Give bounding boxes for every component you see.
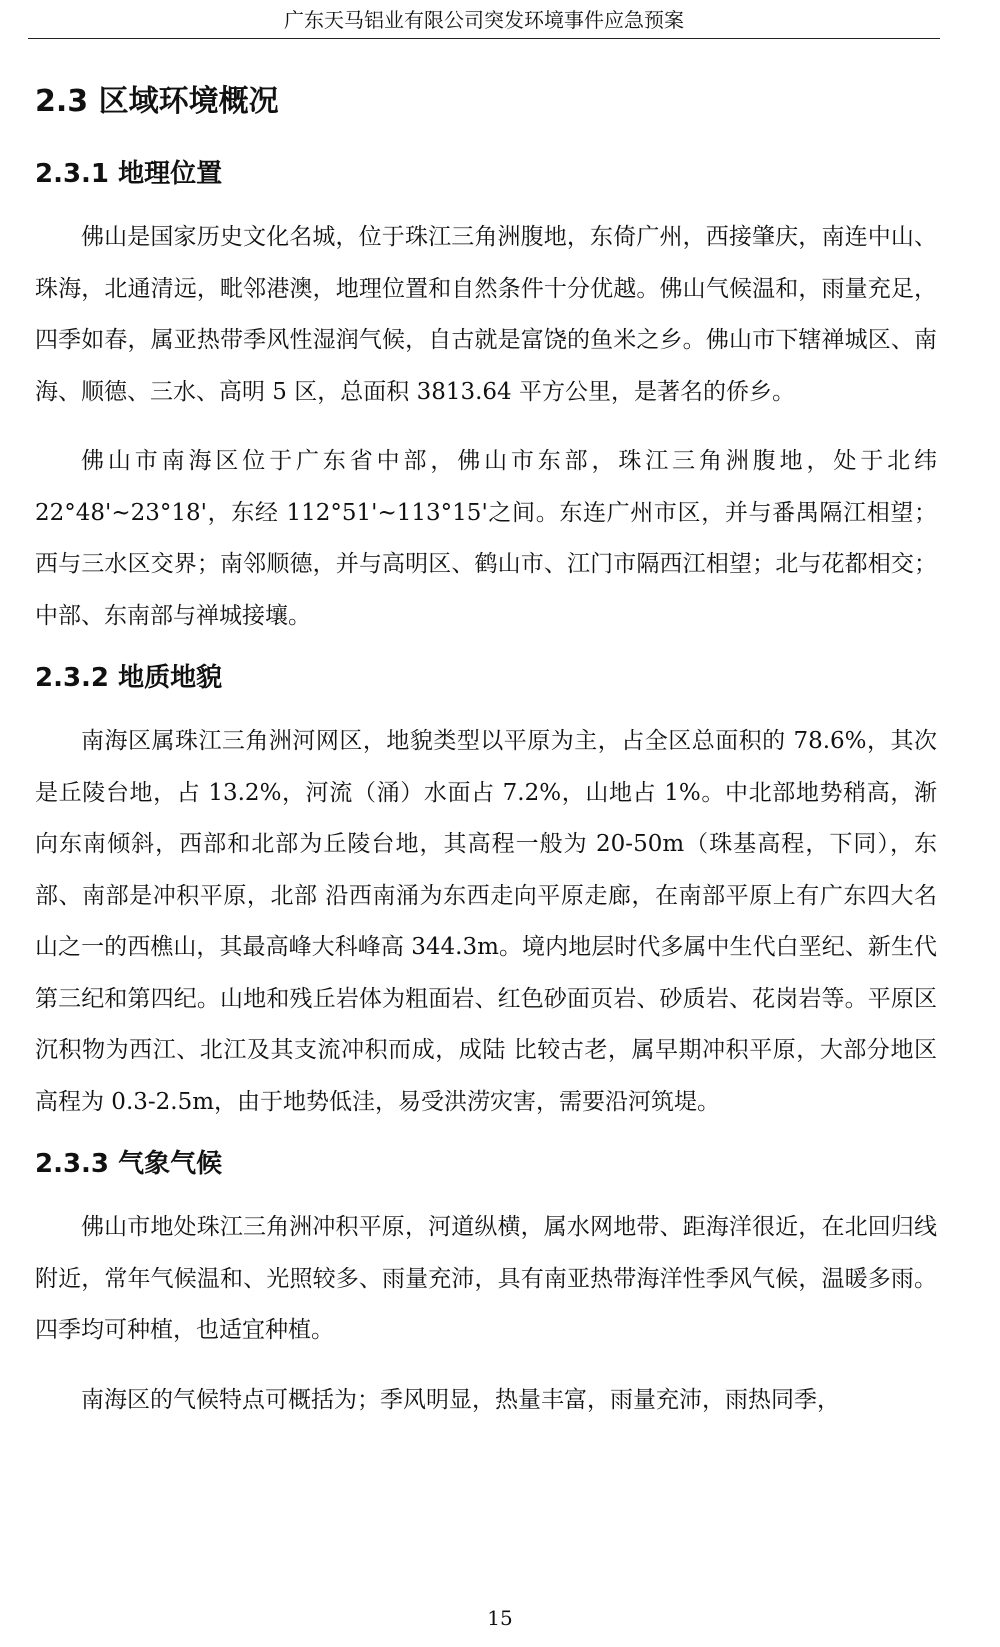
document-title: 广东天马铝业有限公司突发环境事件应急预案 (284, 8, 684, 32)
subsection-title-geology: 2.3.2 地质地貌 (35, 663, 223, 693)
body-paragraph: 佛山市南海区位于广东省中部，佛山市东部，珠江三角洲腹地，处于北纬 22°48'~23°18'，东经 112°51'~113°15'之间。东连广州市区，并与番禺隔江相望；西与三水区交界；南邻顺德，并与高明区、鹤山市、江门市隔西江相望；北与花都相交；中部、东南部与禅城接壤。 (35, 448, 937, 629)
subsection-climate (35, 1146, 937, 1426)
body-paragraph: 佛山是国家历史文化名城，位于珠江三角洲腹地，东倚广州，西接肇庆，南连中山、珠海，北通清远，毗邻港澳，地理位置和自然条件十分优越。佛山气候温和，雨量充足，四季如春，属亚热带季风性湿润气候，自古就是富饶的鱼米之乡。佛山市下辖禅城区、南海、顺德、三水、高明 5 区，总面积 3813.64 平方公里，是著名的侨乡。 (35, 224, 937, 405)
subsection-title-geography: 2.3.1 地理位置 (35, 159, 223, 189)
subsection-geography (35, 156, 937, 642)
page-content (35, 82, 937, 1444)
section-title: 2.3 区域环境概况 (35, 84, 279, 119)
body-paragraph: 佛山市地处珠江三角洲冲积平原，河道纵横，属水网地带、距海洋很近，在北回归线附近，常年气候温和、光照较多、雨量充沛，具有南亚热带海洋性季风气候，温暖多雨。四季均可种植，也适宜种植。 (35, 1214, 937, 1343)
page-number: 15 (487, 1606, 513, 1630)
subsection-title-climate: 2.3.3 气象气候 (35, 1149, 223, 1179)
body-paragraph: 南海区的气候特点可概括为；季风明显，热量丰富，雨量充沛，雨热同季， (81, 1386, 840, 1413)
body-paragraph: 南海区属珠江三角洲河网区，地貌类型以平原为主，占全区总面积的 78.6%，其次是丘陵台地，占 13.2%，河流（涌）水面占 7.2%，山地占 1%。中北部地势稍高，渐向东南倾斜，西部和北部为丘陵台地，其高程一般为 20-50m（珠基高程，下同），东部、南部是冲积平原，北部 沿西南涌为东西走向平原走廊，在南部平原上有广东四大名山之一的西樵山，其最高峰大科峰高 344.3m。境内地层时代多属中生代白垩纪、新生代第三纪和第四纪。山地和残丘岩体为粗面岩、红色砂面页岩、砂质岩、花岗岩等。平原区沉积物为西江、北江及其支流冲积而成，成陆 比较古老，属早期冲积平原，大部分地区高程为 0.3-2.5m，由于地势低洼，易受洪涝灾害，需要沿河筑堤。 (35, 728, 937, 1115)
running-header (28, 8, 940, 39)
subsection-geology (35, 660, 937, 1128)
